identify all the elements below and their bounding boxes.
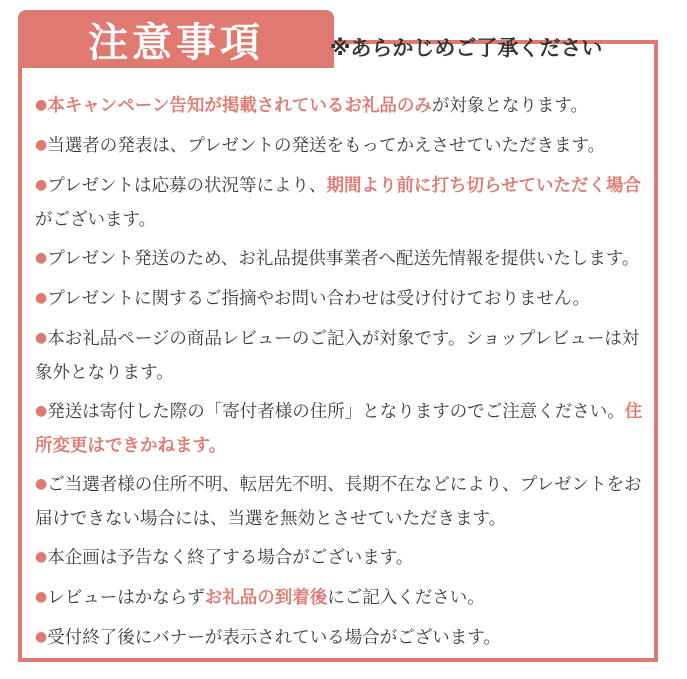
item-text: にご記入ください。 xyxy=(327,588,485,608)
list-item xyxy=(35,323,650,390)
bullet-icon: ● xyxy=(35,403,48,419)
page-title: 注意事項 xyxy=(88,19,264,66)
item-highlight: 期間より前に打ち切らせていただく場合 xyxy=(326,176,642,196)
bullet-icon: ● xyxy=(35,476,48,492)
item-text: 本お礼品ページの商品レビューのご記入が対象です。ショップレビューは対象外となります。 xyxy=(35,329,640,383)
list-item xyxy=(35,622,650,656)
bullet-icon: ● xyxy=(35,589,48,605)
list-item xyxy=(35,130,650,164)
item-text: がございます。 xyxy=(35,210,157,230)
item-highlight: お礼品の到着後 xyxy=(204,588,328,608)
item-text: 発送は寄付した際の「寄付者様の住所」となりますのでご注意ください。 xyxy=(47,402,625,422)
item-text: プレゼントは応募の状況等により、 xyxy=(47,176,327,196)
item-highlight: 住所変更はできかねます。 xyxy=(35,402,643,456)
bullet-icon: ● xyxy=(35,97,48,113)
item-text: レビューはかならず xyxy=(47,588,205,608)
list-item xyxy=(35,90,650,124)
item-text: が対象となります。 xyxy=(431,96,588,116)
list-item xyxy=(35,170,650,237)
item-text: 受付終了後にバナーが表示されている場合がございます。 xyxy=(47,628,501,648)
bullet-icon: ● xyxy=(35,549,48,565)
notice-list xyxy=(35,90,650,662)
item-text: プレゼントに関するご指摘やお問い合わせは受け付けておりません。 xyxy=(47,289,591,309)
bullet-icon: ● xyxy=(35,177,48,193)
list-item xyxy=(35,582,650,616)
bullet-icon: ● xyxy=(35,137,48,153)
item-text: 本企画は予告なく終了する場合がございます。 xyxy=(47,548,414,568)
list-item xyxy=(35,469,650,536)
bullet-icon: ● xyxy=(35,629,48,645)
item-text: プレゼント発送のため、お礼品提供事業者へ配送先情報を提供いたします。 xyxy=(47,249,640,269)
item-text: 当選者の発表は、プレゼントの発送をもってかえさせていただきます。 xyxy=(47,136,606,156)
bullet-icon: ● xyxy=(35,250,48,266)
item-text: ご当選者様の住所不明、転居先不明、長期不在などにより、プレゼントをお届けできない場合には、当選を無効とさせていただきます。 xyxy=(35,475,642,529)
list-item xyxy=(35,283,650,317)
list-item xyxy=(35,542,650,576)
list-item xyxy=(35,396,650,463)
list-item xyxy=(35,243,650,277)
item-highlight: 本キャンペーン告知が掲載されているお礼品のみ xyxy=(47,96,432,116)
bullet-icon: ● xyxy=(35,290,48,306)
bullet-icon: ● xyxy=(35,330,48,346)
title-tab xyxy=(18,10,334,68)
subtitle: ※あらかじめご了承ください xyxy=(330,36,603,60)
